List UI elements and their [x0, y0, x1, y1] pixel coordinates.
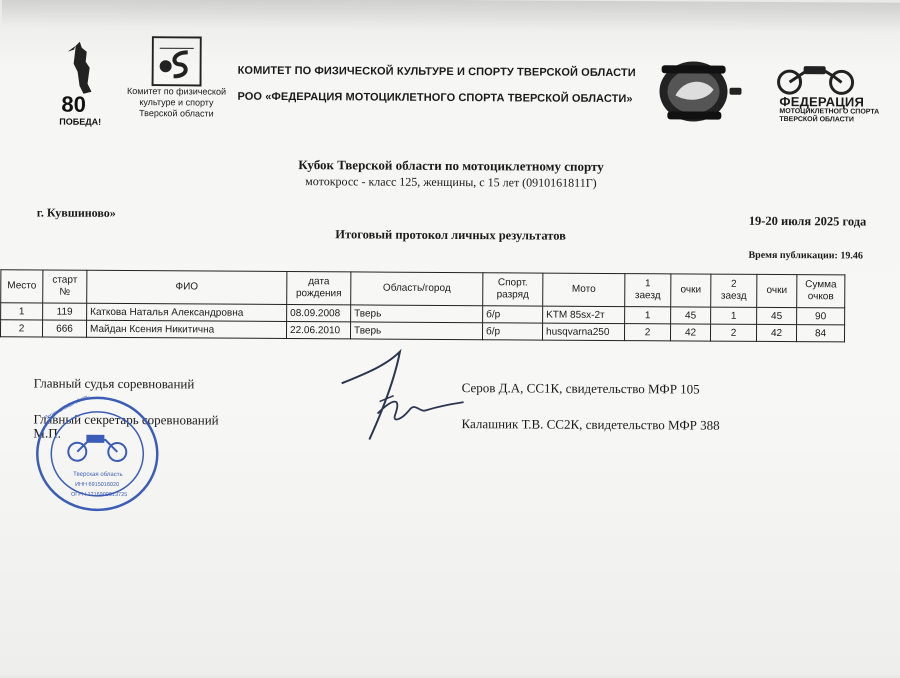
- cell-birth-date: 22.06.2010: [286, 322, 350, 339]
- committee-caption: Комитет по физической культуре и спорту Тверской области: [126, 86, 227, 119]
- header-race2: 2 заезд: [711, 274, 757, 307]
- cell-total: 84: [796, 325, 844, 342]
- header-fio: ФИО: [87, 270, 287, 304]
- federation-logo-title: ФЕДЕРАЦИЯ: [779, 94, 865, 110]
- cell-fio: Майдан Ксения Никитична: [86, 320, 286, 338]
- cell-race1: 1: [625, 307, 671, 324]
- header-points1: очки: [671, 274, 711, 307]
- cell-race2: 1: [711, 307, 757, 324]
- cell-race1: 2: [624, 324, 670, 341]
- cell-start-number: 666: [42, 320, 86, 337]
- committee-logo: [152, 36, 202, 86]
- cell-place: 2: [0, 320, 42, 337]
- federation-logo-subtitle: [779, 108, 879, 125]
- cell-total: 90: [797, 308, 845, 325]
- header-region: Область/город: [351, 272, 483, 306]
- table-header-row: [1, 270, 845, 308]
- judge-signature: [335, 343, 466, 454]
- cell-race2: 2: [710, 324, 756, 341]
- header-place: Место: [1, 270, 43, 303]
- federation-logo-subtitle-line2: ТВЕРСКОЙ ОБЛАСТИ: [779, 116, 854, 124]
- racing-badge-logo: [653, 53, 745, 130]
- secretary-label: Главный секретарь соревнований: [33, 411, 219, 428]
- federation-header: РОО «ФЕДЕРАЦИЯ МОТОЦИКЛЕТНОГО СПОРТА ТВЕРСКОЙ ОБЛАСТИ»: [237, 90, 633, 106]
- federation-logo-subtitle-line1: МОТОЦИКЛЕТНОГО СПОРТА: [779, 108, 880, 116]
- committee-header: КОМИТЕТ ПО ФИЗИЧЕСКОЙ КУЛЬТУРЕ И СПОРТУ ТВЕРСКОЙ ОБЛАСТИ: [237, 64, 636, 80]
- cell-points2: 42: [756, 324, 796, 341]
- official-stamp: [33, 395, 164, 516]
- event-subtitle: мотокросс - класс 125, женщины, с 15 лет (0910161811Г): [305, 174, 597, 190]
- cell-region: Тверь: [351, 305, 483, 323]
- victory-80-logo: [53, 38, 114, 128]
- cell-start-number: 119: [43, 303, 87, 320]
- judge-name: Серов Д.А, СС1К, свидетельство МФР 105: [461, 380, 700, 397]
- event-dates: 19-20 июля 2025 года: [748, 213, 867, 229]
- victory-text: ПОБЕДА!: [59, 116, 102, 127]
- publication-time: Время публикации: 19.46: [748, 249, 863, 262]
- cell-place: 1: [1, 303, 43, 320]
- cell-region: Тверь: [350, 322, 482, 340]
- cell-moto: husqvarna250: [542, 323, 624, 341]
- event-city: г. Кувшиново»: [36, 205, 116, 220]
- stamp-ogrn: ОГРН 1216900013725: [71, 491, 128, 499]
- header-birth-date: дата рождения: [287, 272, 351, 305]
- stamp-inn: ИНН 6915016020: [75, 481, 120, 488]
- cell-fio: Каткова Наталья Александровна: [87, 303, 287, 321]
- header-rank: Спорт. разряд: [483, 273, 543, 306]
- judge-label: Главный судья соревнований: [33, 375, 195, 392]
- header-moto: Мото: [543, 273, 625, 307]
- paper-shadow: [2, 0, 900, 33]
- header-total: Сумма очков: [797, 275, 845, 308]
- event-title: Кубок Тверской области по мотоциклетному спорту: [298, 157, 604, 174]
- mp-label: М.П.: [33, 425, 61, 441]
- secretary-name: Калашник Т.В. СС2К, свидетельство МФР 388: [461, 416, 720, 433]
- cell-rank: б/р: [483, 306, 543, 323]
- cell-moto: KTM 85sx-2т: [543, 306, 625, 324]
- header-race1: 1 заезд: [625, 274, 671, 307]
- header-start-number: старт №: [43, 270, 87, 303]
- results-table: [0, 269, 845, 342]
- cell-birth-date: 08.09.2008: [287, 305, 351, 322]
- victory-number: 80: [61, 91, 86, 117]
- cell-points1: 42: [670, 324, 710, 341]
- header-points2: очки: [757, 274, 797, 307]
- stamp-region: Тверская область: [73, 471, 123, 479]
- cell-rank: б/р: [482, 323, 542, 340]
- cell-points1: 45: [671, 307, 711, 324]
- cell-points2: 45: [757, 307, 797, 324]
- protocol-title: Итоговый протокол личных результатов: [335, 227, 566, 243]
